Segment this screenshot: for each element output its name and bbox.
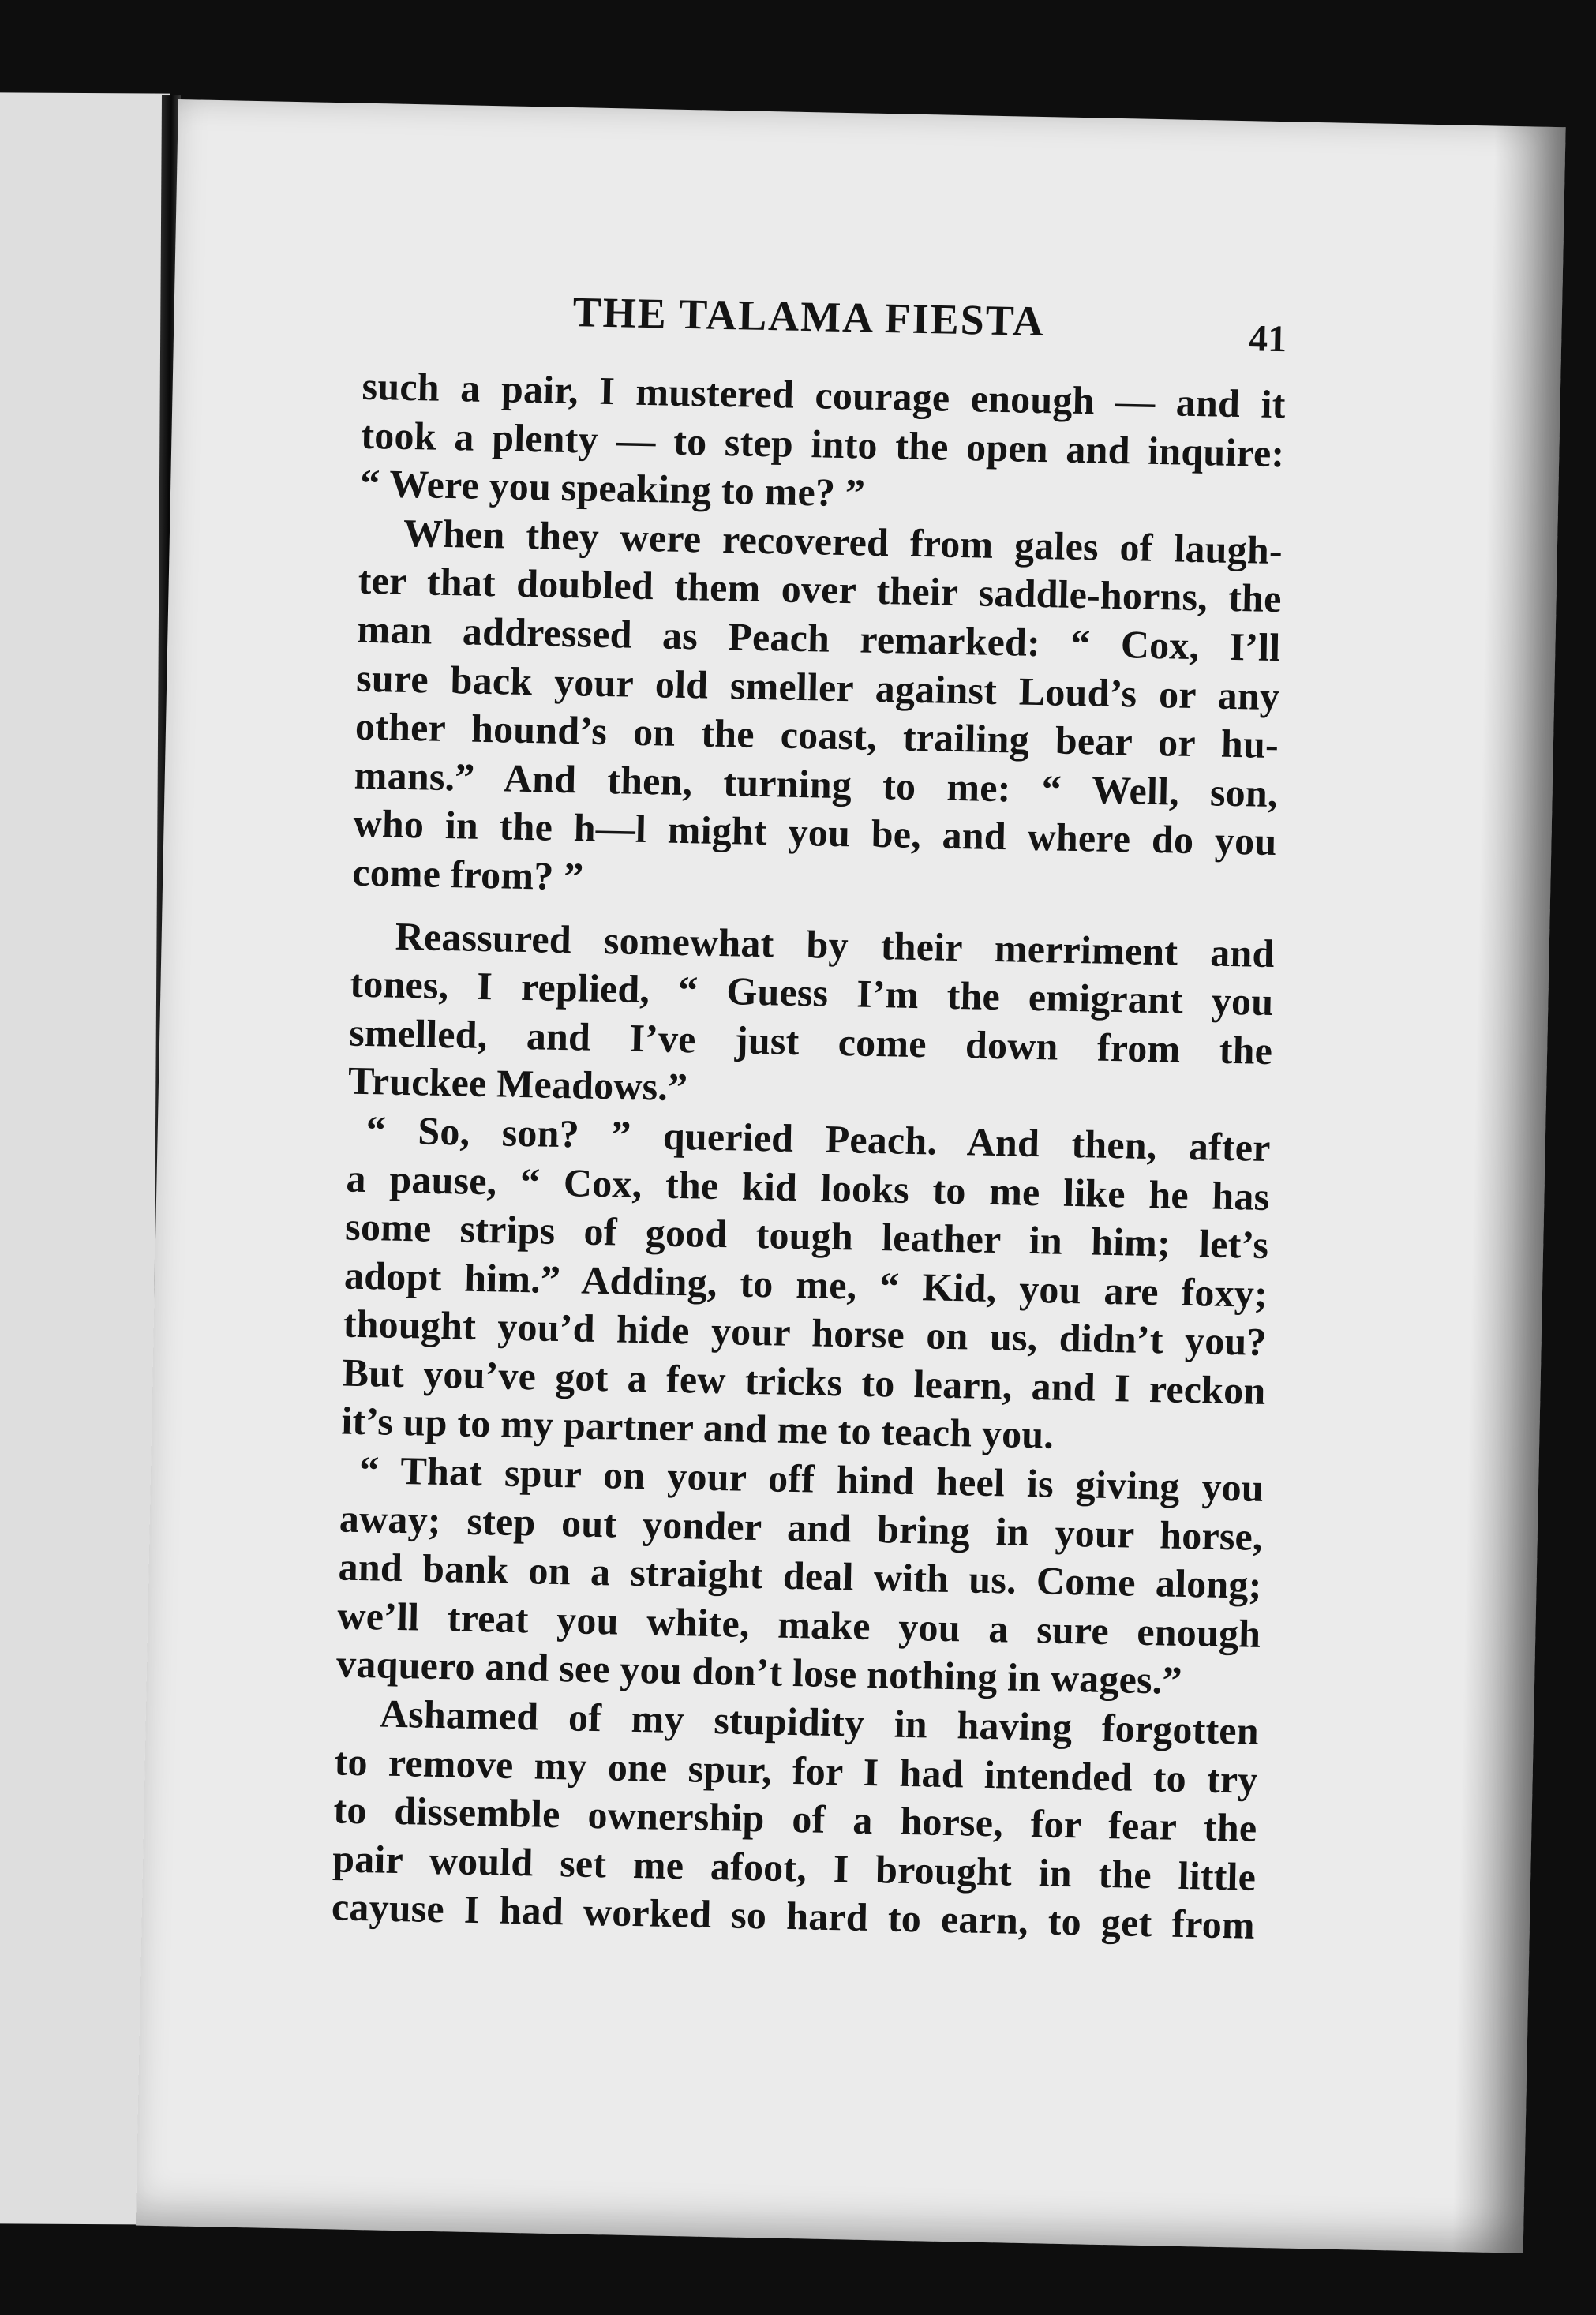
text-line: smelled, and I’ve just come down from the [348, 1010, 1273, 1073]
text-line: mans.” And then, turning to me: “ Well, son, [354, 752, 1279, 815]
text-line: who in the h—l might you be, and where do you [353, 800, 1277, 864]
text-line: took a plenty — to step into the open and inquire: [360, 412, 1285, 475]
text-line: vaquero and see you don’t lose nothing in wages.” [335, 1641, 1183, 1703]
text-line: such a pair, I mustered courage enough — and it [362, 363, 1287, 427]
page-number: 41 [1248, 317, 1287, 361]
text-line: some strips of good tough leather in him; let’s [344, 1204, 1269, 1268]
text-line: and bank on a straight deal with us. Come along; [338, 1544, 1263, 1608]
text-line: tones, I replied, “ Guess I’m the emigrant you [350, 961, 1274, 1025]
text-line: sure back your old smeller against Loud’s or any [355, 655, 1280, 718]
text-line: “ That spur on your off hind heel is giving you [358, 1448, 1264, 1511]
text-line: cayuse I had worked so hard to earn, to get from [331, 1884, 1256, 1948]
text-line: come from? ” [351, 849, 584, 899]
text-line: other hound’s on the coast, trailing bear or hu- [354, 703, 1279, 767]
text-line: man addressed as Peach remarked: “ Cox, I’ll [357, 606, 1281, 670]
text-line: ter that doubled them over their saddle-horns, the [358, 558, 1283, 621]
text-line: a pause, “ Cox, the kid looks to me like he has [346, 1156, 1270, 1219]
text-line: to remove my one spur, for I had intended to try [334, 1739, 1259, 1802]
text-line: “ Were you speaking to me? ” [359, 460, 866, 515]
text-line: adopt him.” Adding, to me, “ Kid, you are foxy; [343, 1253, 1268, 1316]
text-line: Truckee Meadows.” [347, 1058, 688, 1110]
text-line: away; step out yonder and bring in your horse, [339, 1496, 1264, 1559]
text-line: pair would set me afoot, I brought in the little [332, 1836, 1257, 1899]
text-line: Reassured somewhat by their merriment and [395, 913, 1276, 976]
text-line: to dissemble ownership of a horse, for fear the [332, 1787, 1257, 1851]
running-head-title: THE TALAMA FIESTA [572, 288, 1046, 346]
text-line: we’ll treat you white, make you a sure enough [336, 1593, 1261, 1656]
page-text-block [331, 283, 1287, 1950]
book-page [136, 99, 1566, 2253]
page-edge-shadow [1452, 125, 1566, 2253]
text-line: But you’ve got a few tricks to learn, and I reckon [342, 1350, 1267, 1413]
text-line: it’s up to my partner and me to teach you. [340, 1398, 1055, 1458]
text-line: When they were recovered from gales of laugh- [403, 510, 1283, 572]
text-line: thought you’d hide your horse on us, didn’t you? [343, 1301, 1268, 1365]
text-line: Ashamed of my stupidity in having forgotten [379, 1691, 1260, 1753]
text-line: “ So, son? ” queried Peach. And then, after [365, 1107, 1272, 1170]
